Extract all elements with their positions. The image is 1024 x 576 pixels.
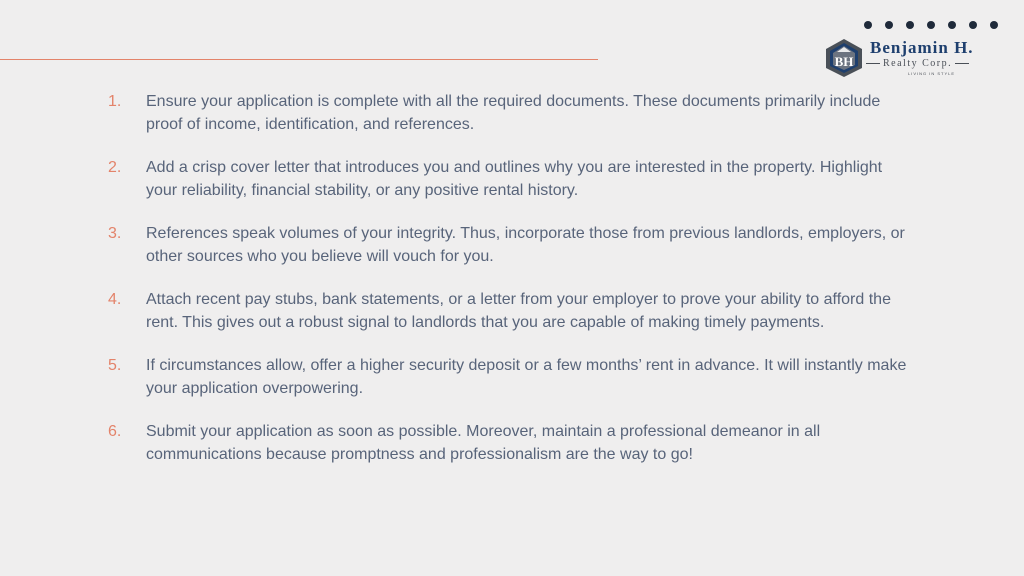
dot <box>885 21 893 29</box>
list-item <box>108 421 908 466</box>
decorative-dots <box>864 21 998 29</box>
dot <box>927 21 935 29</box>
header-divider <box>0 59 598 60</box>
item-number: 6. <box>108 423 122 440</box>
logo-line-left <box>866 63 880 64</box>
logo-tagline: LIVING IN STYLE <box>908 71 956 76</box>
dot <box>948 21 956 29</box>
list-item <box>108 355 908 400</box>
company-logo <box>824 38 994 80</box>
logo-sub: Realty Corp. <box>883 58 953 69</box>
list-item <box>108 157 908 202</box>
item-number: 3. <box>108 225 122 242</box>
logo-name: Benjamin H. <box>870 38 974 57</box>
logo-monogram: BH <box>834 54 854 69</box>
logo-sub-row <box>866 58 969 69</box>
item-text: Attach recent pay stubs, bank statements, or a letter from your employer to prove your ability to afford the rent. This gives out a robust signal to landlords that you are capable of making timely payments. <box>146 291 891 331</box>
dot <box>990 21 998 29</box>
dot <box>969 21 977 29</box>
tips-list <box>108 91 908 487</box>
house-monogram-icon <box>824 38 864 78</box>
item-number: 5. <box>108 357 122 374</box>
item-text: Submit your application as soon as possible. Moreover, maintain a professional demeanor in all communications because promptness and professionalism are the way to go! <box>146 423 821 463</box>
item-text: If circumstances allow, offer a higher security deposit or a few months’ rent in advance. It will instantly make your application overpowering. <box>146 357 907 397</box>
dot <box>864 21 872 29</box>
item-number: 1. <box>108 93 122 110</box>
item-number: 2. <box>108 159 122 176</box>
logo-line-right <box>955 63 969 64</box>
list-item <box>108 289 908 334</box>
item-number: 4. <box>108 291 122 308</box>
dot <box>906 21 914 29</box>
item-text: References speak volumes of your integrity. Thus, incorporate those from previous landlords, employers, or other sources who you believe will vouch for you. <box>146 225 905 265</box>
item-text: Ensure your application is complete with all the required documents. These documents primarily include proof of income, identification, and references. <box>146 93 881 133</box>
list-item <box>108 91 908 136</box>
list-item <box>108 223 908 268</box>
item-text: Add a crisp cover letter that introduces you and outlines why you are interested in the property. Highlight your reliability, financial stability, or any positive rental history. <box>146 159 883 199</box>
